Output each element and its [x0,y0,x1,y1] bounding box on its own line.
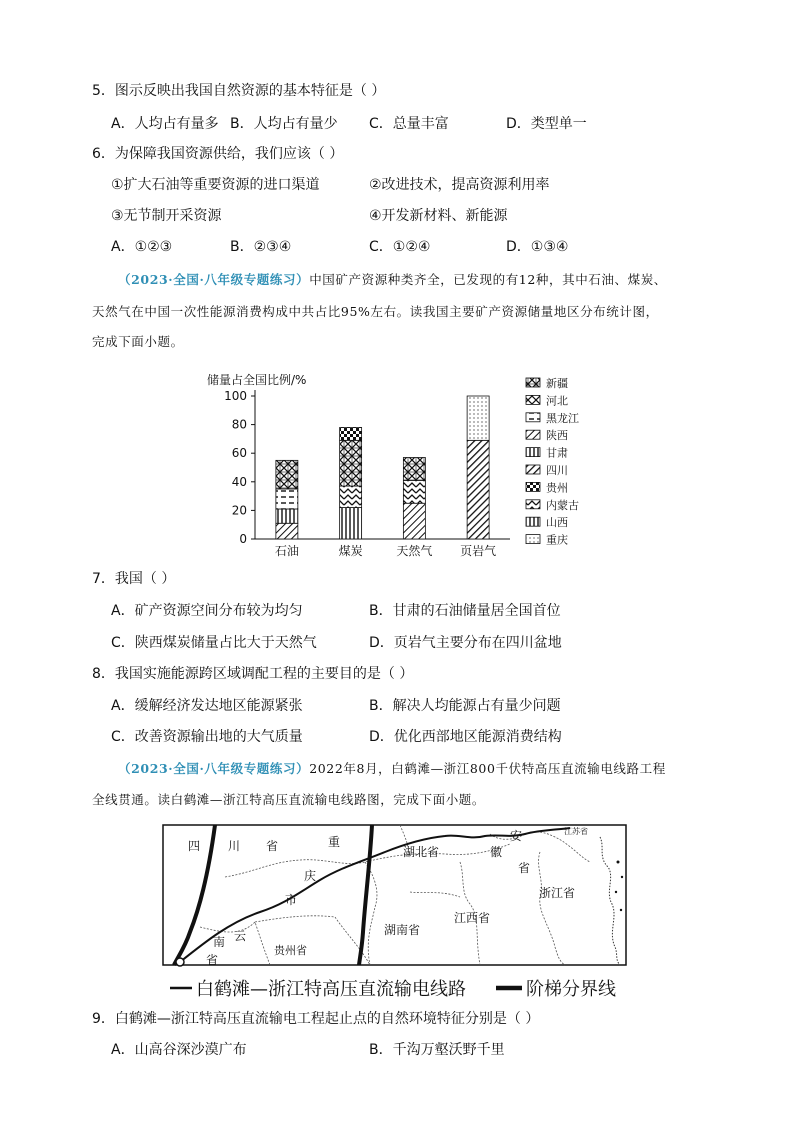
legend-label: 重庆 [546,533,568,547]
q8-option-d: D．优化西部地区能源消费结构 [369,729,562,745]
q7-option-d: D．页岩气主要分布在四川盆地 [369,635,562,651]
bar-segment [276,523,298,539]
passage1-line1: （2023·全国·八年级专题练习）中国矿产资源种类齐全，已发现的有12种，其中石油、煤炭、 [118,272,667,287]
q6-stem: 6．为保障我国资源供给，我们应该（ ） [92,146,344,162]
mineral-reserves-chart [200,368,600,560]
chart-ylabel: 储量占全国比例/% [207,373,307,387]
legend-swatch [526,395,540,404]
q6-option-c: C．①②④ [369,239,431,255]
start-point [176,958,184,966]
bar-segment [467,396,489,440]
q6-statement-3: ③无节制开采资源 [111,208,222,224]
legend-swatch [526,378,540,387]
y-tick-label: 80 [231,417,247,432]
q5-option-a: A．人均占有量多 [111,116,219,132]
legend-label: 黑龙江 [546,411,579,425]
q7-option-b: B．甘肃的石油储量居全国首位 [369,603,561,619]
y-tick-label: 0 [239,532,247,546]
legend-label: 内蒙古 [546,498,579,512]
label-zhejiang: 浙江省 [539,886,576,900]
q6-option-b: B．②③④ [230,239,292,255]
bar-segment [467,440,489,539]
legend-step-label: 阶梯分界线 [526,979,616,1000]
y-tick-label: 40 [231,474,247,489]
label-guizhou: 贵州省 [274,944,307,957]
bar-segment [340,508,362,539]
label-sheng3: 省 [206,953,219,967]
q9-stem: 9．白鹤滩—浙江特高压直流输电工程起止点的自然环境特征分别是（ ） [92,1011,540,1027]
q5-option-c: C．总量丰富 [369,116,449,132]
legend-label: 四川 [546,464,568,477]
q8-option-c: C．改善资源输出地的大气质量 [111,729,303,745]
x-tick-label: 煤炭 [338,544,363,558]
label-jiangsu: 江苏省 [564,827,588,836]
label-chuan: 川 [228,839,241,853]
label-sheng: 省 [266,839,279,853]
passage1-source: （2023·全国·八年级专题练习） [118,272,310,287]
x-tick-label: 页岩气 [460,544,497,558]
y-tick-label: 100 [224,389,247,403]
label-yun: 云 [234,929,247,943]
label-si: 四 [188,839,201,853]
x-tick-label: 石油 [274,544,299,558]
legend-line-label: 白鹤滩—浙江特高压直流输电线路 [196,979,466,1000]
q9-option-a: A．山高谷深沙漠广布 [111,1042,247,1058]
bar-segment [340,440,362,486]
q6-option-d: D．①③④ [506,239,569,255]
q7-option-c: C．陕西煤炭储量占比大于天然气 [111,635,317,651]
legend-label: 陕西 [546,429,568,443]
q6-statement-4: ④开发新材料、新能源 [369,208,508,224]
passage1-line3: 完成下面小题。 [92,334,184,349]
q7-option-a: A．矿产资源空间分布较为均匀 [111,603,303,619]
legend-swatch [526,448,540,457]
legend-label: 山西 [546,516,568,530]
label-jiangxi: 江西省 [454,911,491,925]
bar-segment [403,480,425,503]
label-hubei: 湖北省 [403,845,440,859]
q6-statement-1: ①扩大石油等重要资源的进口渠道 [111,177,320,193]
q8-option-a: A．缓解经济发达地区能源紧张 [111,698,303,714]
bar-segment [276,460,298,489]
bar-segment [276,489,298,509]
bar-segment [403,503,425,539]
q5-option-b: B．人均占有量少 [230,116,338,132]
q6-option-a: A．①②③ [111,239,173,255]
legend-label: 甘肃 [546,446,568,460]
legend-swatch [526,535,540,544]
bar-segment [340,486,362,507]
label-hunan: 湖南省 [384,923,421,937]
bar-segment [276,509,298,523]
x-tick-label: 天然气 [396,544,433,558]
q6-statement-2: ②改进技术，提高资源利用率 [369,177,550,193]
label-hui: 徽 [490,845,503,859]
legend-swatch [526,465,540,474]
legend-label: 贵州 [546,481,568,495]
label-nan: 南 [213,935,226,949]
label-an: 安 [510,829,523,843]
legend-swatch [526,413,540,422]
bar-segment [340,427,362,440]
q8-option-b: B．解决人均能源占有量少问题 [369,698,561,714]
label-sheng2: 省 [518,861,531,875]
passage2-source: （2023·全国·八年级专题练习） [118,761,310,776]
legend-swatch [526,430,540,439]
legend-swatch [526,500,540,509]
q9-option-b: B．千沟万壑沃野千里 [369,1042,505,1058]
passage2-line2: 全线贯通。读白鹤滩—浙江特高压直流输电线路图，完成下面小题。 [92,792,486,807]
label-chong: 重 [328,835,341,849]
q5-option-d: D．类型单一 [506,116,587,132]
transmission-line-map [160,822,630,1007]
q8-stem: 8．我国实施能源跨区域调配工程的主要目的是（ ） [92,666,414,682]
q7-stem: 7．我国（ ） [92,571,176,587]
label-qing: 庆 [304,869,317,883]
legend-swatch [526,482,540,491]
legend-label: 新疆 [546,377,568,390]
bar-segment [403,457,425,480]
legend-swatch [526,517,540,526]
q5-stem: 5．图示反映出我国自然资源的基本特征是（ ） [92,83,386,99]
legend-label: 河北 [546,394,568,408]
passage1-line2: 天然气在中国一次性能源消费构成中共占比95%左右。读我国主要矿产资源储量地区分布统计图， [92,304,659,319]
passage2-line1: （2023·全国·八年级专题练习）2022年8月，白鹤滩—浙江800千伏特高压直流输电线路工程 [118,761,666,776]
y-tick-label: 20 [231,503,247,518]
y-tick-label: 60 [231,446,247,461]
label-shi: 市 [285,893,298,907]
